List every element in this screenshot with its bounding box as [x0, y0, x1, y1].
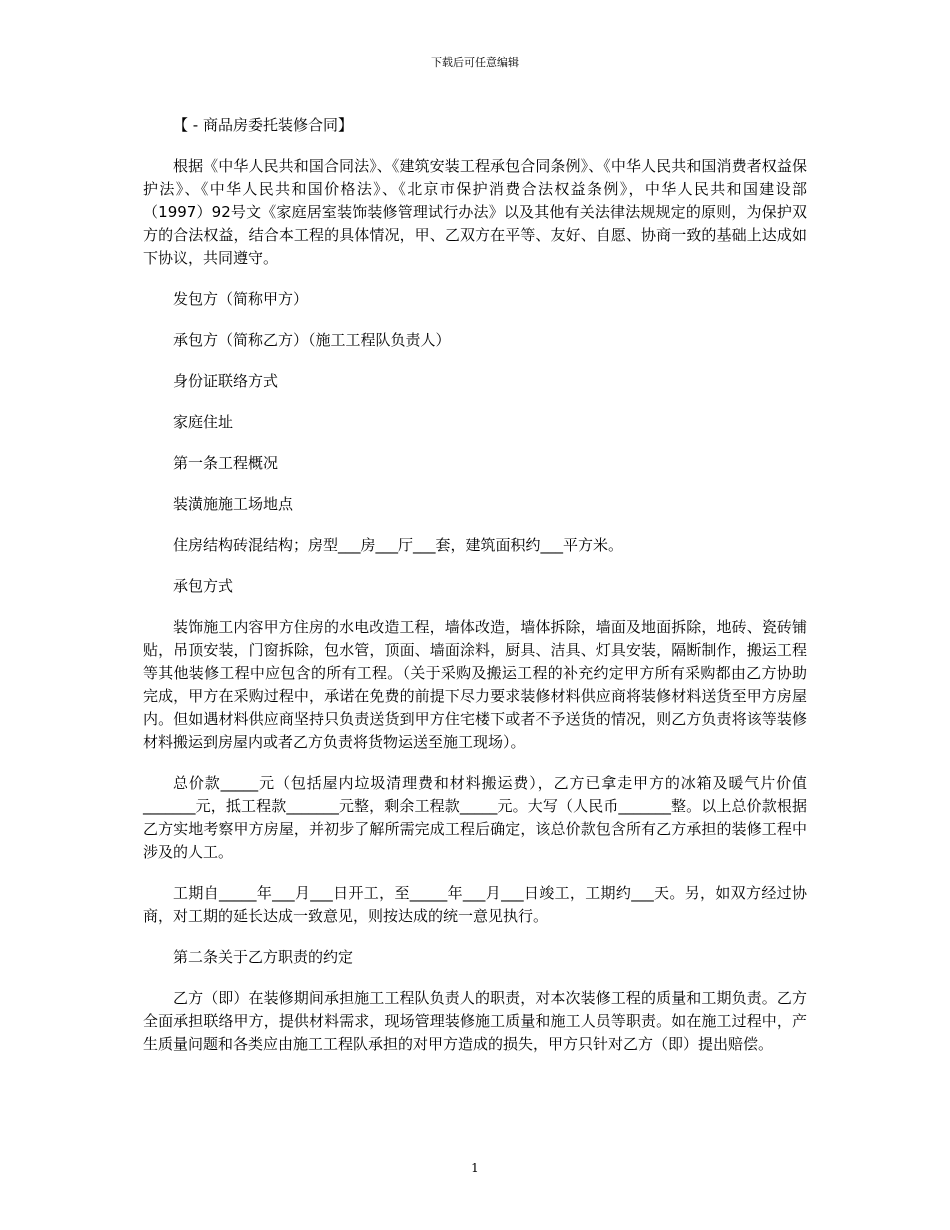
paragraph-address: 家庭住址 — [173, 413, 234, 431]
paragraph-scope: 装饰施工内容甲方住房的水电改造工程，墙体改造，墙体拆除，墙面及地面拆除，地砖、瓷砖铺贴，吊顶安装，门窗拆除，包水管，顶面、墙面涂料，厨具、洁具、灯具安装，隔断制作，搬运工程等其他装修工程中应包含的所有工程。（关于采购及搬运工程的补充约定甲方所有采购都由乙方协助完成，甲方在采购过程中，承诺在免费的前提下尽力要求装修材料供应商将装修材料送货至甲方房屋内。但如遇材料供应商坚持只负责送货到甲方住宅楼下或者不予送货的情况，则乙方负责将该等装修材料搬运到房屋内或者乙方负责将货物运送至施工现场）。 — [143, 618, 807, 751]
paragraph-contract-mode: 承包方式 — [173, 577, 234, 595]
section-heading-1: 第一条工程概况 — [173, 454, 279, 472]
paragraph-schedule: 工期自_____年___月___日开工，至_____年___月___日竣工，工期约___天。另，如双方经过协商，对工期的延长达成一致意见，则按达成的统一意见执行。 — [143, 884, 807, 925]
paragraph-id-contact: 身份证联络方式 — [173, 372, 279, 390]
document-body — [143, 114, 807, 1074]
paragraph-party-b: 承包方（简称乙方）（施工工程队负责人） — [173, 331, 451, 349]
paragraph-preamble: 根据《中华人民共和国合同法》、《建筑安装工程承包合同条例》、《中华人民共和国消费者权益保护法》、《中华人民共和国价格法》、《北京市保护消费合法权益条例》，中华人民共和国建设部（1997）92号文《家庭居室装饰装修管理试行办法》以及其他有关法律法规规定的原则，为保护双方的合法权益，结合本工程的具体情况，甲、乙双方在平等、友好、自愿、协商一致的基础上达成如下协议，共同遵守。 — [143, 157, 807, 267]
paragraph-structure: 住房结构砖混结构；房型___房___厅___套，建筑面积约___平方米。 — [173, 536, 624, 554]
paragraph-party-a: 发包方（简称甲方） — [173, 290, 309, 308]
section-heading-2: 第二条关于乙方职责的约定 — [173, 948, 354, 966]
document-title: 【 - 商品房委托装修合同】 — [173, 116, 353, 134]
paragraph-price: 总价款_____元（包括屋内垃圾清理费和材料搬运费），乙方已拿走甲方的冰箱及暖气片价值_______元，抵工程款_______元整，剩余工程款_____元。大写（人民币_______整。以上总价款根据乙方实地考察甲方房屋，并初步了解所需完成工程后确定，该总价款包含所有乙方承担的装修工程中涉及的人工。 — [143, 774, 807, 861]
page-header: 下载后可任意编辑 — [431, 56, 519, 69]
paragraph-site: 装潢施施工场地点 — [173, 495, 294, 513]
paragraph-duties: 乙方（即）在装修期间承担施工工程队负责人的职责，对本次装修工程的质量和工期负责。乙方全面承担联络甲方，提供材料需求，现场管理装修施工质量和施工人员等职责。如在施工过程中，产生质量问题和各类应由施工工程队承担的对甲方造成的损失，甲方只针对乙方（即）提出赔偿。 — [143, 989, 807, 1053]
page-number: 1 — [471, 1161, 479, 1175]
